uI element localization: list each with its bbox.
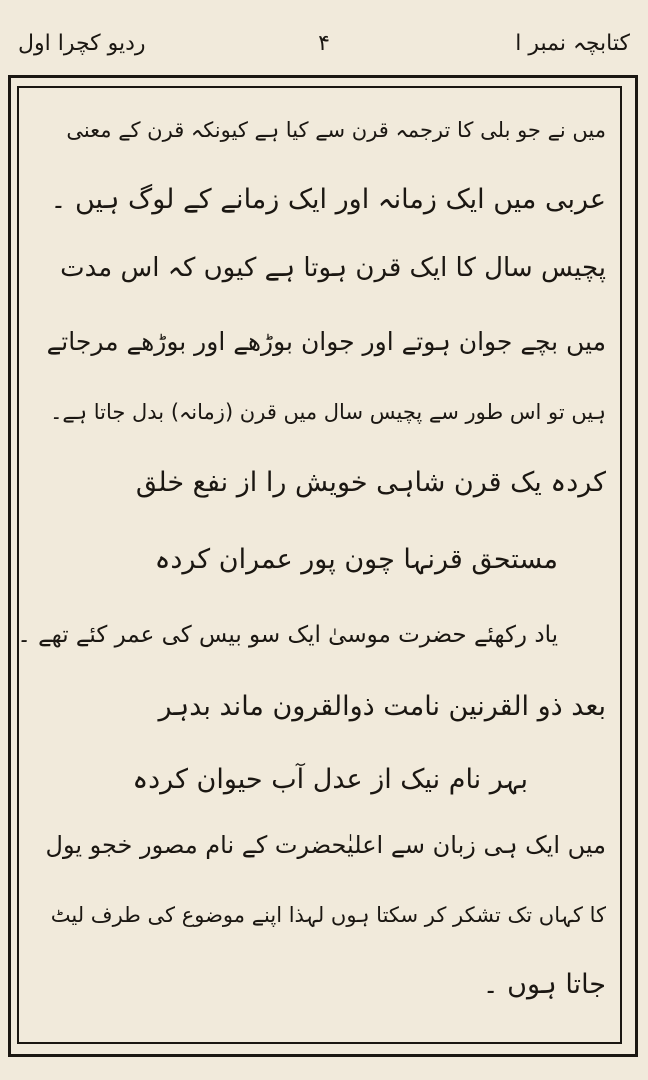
header-title: ردیو کچرا اول <box>18 31 146 56</box>
book-number-label: کتابچہ نمبر ا <box>515 31 630 56</box>
verse-line: کردہ یک قرن شاہی خویش را از نفع خلق <box>135 467 606 498</box>
text-line: میں نے جو بلی کا ترجمہ قرن سے کیا ہے کیونکہ قرن کے معنی <box>66 118 606 142</box>
text-line: میں ایک ہی زبان سے اعلیٰحضرت کے نام مصور خجو یول <box>45 831 606 859</box>
text-line: یاد رکھئے حضرت موسیٰ ایک سو بیس کی عمر کئے تھے ۔ <box>17 622 558 648</box>
text-line: کا کہاں تک تشکر کر سکتا ہوں لہذا اپنے موضوع کی طرف لیٹ <box>50 903 606 927</box>
text-line: میں بچے جوان ہوتے اور جوان بوڑھے اور بوڑھے مرجاتے <box>46 327 606 356</box>
verse-line: بعد ذو القرنین نامت ذوالقرون ماند بدہر <box>158 691 606 722</box>
text-line: عربی میں ایک زمانہ اور ایک زمانے کے لوگ ہیں ۔ <box>50 184 606 215</box>
text-line: جاتا ہوں ۔ <box>482 969 606 1000</box>
text-line: ہیں تو اس طور سے پچیس سال میں قرن (زمانہ) بدل جاتا ہے۔ <box>50 400 606 424</box>
verse-line: مستحق قرنہا چون پور عمران کردہ <box>154 544 558 575</box>
verse-line: بہر نام نیک از عدل آب حیوان کردہ <box>132 764 528 795</box>
text-line: پچیس سال کا ایک قرن ہوتا ہے کیوں کہ اس مدت <box>60 253 606 283</box>
page-number: ۴ <box>318 31 330 56</box>
page-header <box>18 24 630 70</box>
